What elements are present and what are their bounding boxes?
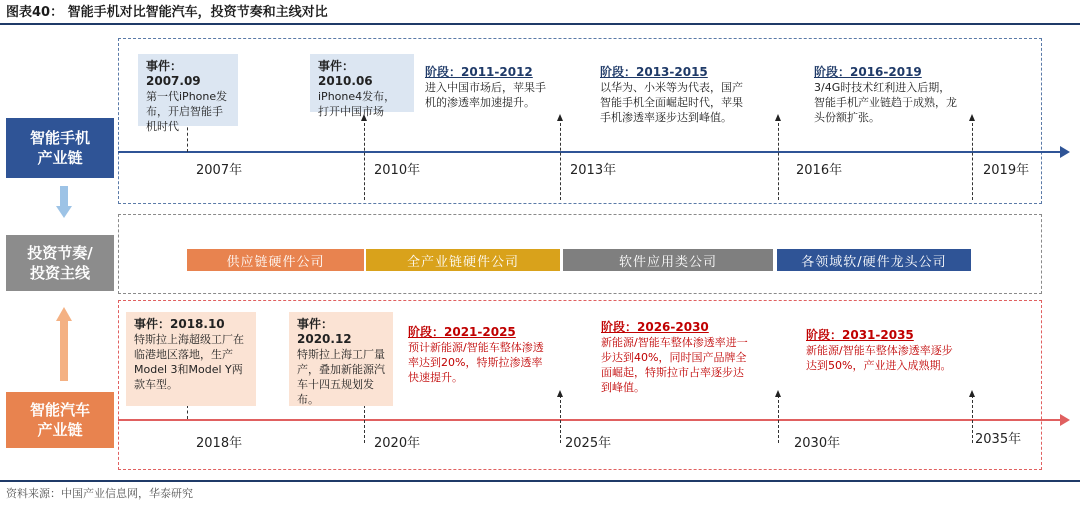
- car-marker-line: [778, 395, 779, 443]
- phone-year-label: 2010年: [374, 163, 421, 178]
- figure-title: 图表40： 智能手机对比智能汽车，投资节奏和主线对比: [6, 5, 328, 20]
- stage-text: 新能源/智能车整体渗透率进一步达到40%，同时国产品牌全面崛起，特斯拉市占率逐步达到峰值。: [601, 336, 748, 394]
- event-text: iPhone4发布，打开中国市场: [318, 90, 396, 118]
- car-marker-line: [972, 395, 973, 443]
- stage-text: 进入中国市场后，苹果手机的渗透率加速提升。: [425, 81, 546, 109]
- car-stage: [601, 320, 751, 395]
- car-event-card: [126, 312, 256, 406]
- side-label-investment: [6, 235, 114, 291]
- up-arrowhead-icon: [969, 114, 975, 121]
- bar-label: 供应链硬件公司: [226, 254, 325, 270]
- car-year-label: 2035年: [975, 432, 1022, 447]
- phone-year-label: 2019年: [983, 163, 1030, 178]
- up-arrow-icon: [56, 307, 72, 381]
- car-axis-arrowhead: [1060, 414, 1070, 426]
- car-stage: [408, 325, 550, 385]
- car-stage: [806, 328, 954, 373]
- bar-label: 软件应用类公司: [618, 254, 717, 270]
- investment-bar-supply-chain: [187, 249, 364, 271]
- phone-marker-line: [778, 118, 779, 200]
- source-rule: [0, 480, 1080, 482]
- car-event-card: [289, 312, 393, 406]
- event-title: 事件：2010.06: [318, 59, 373, 88]
- car-marker-line: [560, 395, 561, 443]
- up-arrowhead-icon: [969, 390, 975, 397]
- up-arrowhead-icon: [557, 390, 563, 397]
- investment-bar-full-chain: [366, 249, 560, 271]
- car-year-label: 2020年: [374, 436, 421, 451]
- phone-stage: [425, 65, 547, 110]
- phone-marker-line: [364, 118, 365, 200]
- investment-bar-leaders: [777, 249, 971, 271]
- stage-title: 阶段：2021-2025: [408, 325, 516, 339]
- up-arrowhead-icon: [775, 114, 781, 121]
- car-year-label: 2030年: [794, 436, 841, 451]
- stage-title: 阶段：2011-2012: [425, 65, 533, 79]
- phone-timeline-axis: [118, 151, 1062, 153]
- event-text: 特斯拉上海超级工厂在临港地区落地，生产Model 3和Model Y两款车型。: [134, 333, 244, 391]
- phone-event-card: [138, 54, 238, 133]
- phone-marker-line: [972, 118, 973, 200]
- car-year-label: 2018年: [196, 436, 243, 451]
- up-arrowhead-icon: [557, 114, 563, 121]
- side-label-car-text: 智能汽车 产业链: [29, 401, 90, 439]
- phone-year-label: 2013年: [570, 163, 617, 178]
- event-text: 第一代iPhone发布，开启智能手机时代: [146, 90, 228, 133]
- event-text: 特斯拉上海工厂量产，叠加新能源汽车十四五规划发布。: [297, 348, 385, 406]
- phone-axis-arrowhead: [1060, 146, 1070, 158]
- phone-year-label: 2016年: [796, 163, 843, 178]
- stage-title: 阶段：2031-2035: [806, 328, 914, 342]
- car-timeline-axis: [118, 419, 1062, 421]
- title-rule: [0, 23, 1080, 25]
- bar-label: 各领域软/硬件龙头公司: [801, 254, 947, 270]
- phone-event-card: [310, 54, 414, 118]
- car-marker-line: [187, 405, 188, 419]
- side-label-investment-text: 投资节奏/ 投资主线: [27, 244, 93, 282]
- stage-text: 预计新能源/智能车整体渗透率达到20%，特斯拉渗透率快速提升。: [408, 341, 544, 384]
- side-label-car: [6, 392, 114, 448]
- phone-stage: [814, 65, 960, 125]
- phone-stage: [600, 65, 745, 125]
- event-title: 事件：2018.10: [134, 317, 225, 331]
- stage-text: 以华为、小米等为代表，国产智能手机全面崛起时代，苹果手机渗透率逐步达到峰值。: [600, 81, 743, 124]
- stage-title: 阶段：2016-2019: [814, 65, 922, 79]
- investment-bar-software: [563, 249, 773, 271]
- up-arrowhead-icon: [775, 390, 781, 397]
- side-label-phone-text: 智能手机 产业链: [29, 129, 90, 167]
- event-title: 事件：2007.09: [146, 59, 201, 88]
- stage-text: 新能源/智能车整体渗透率逐步达到50%，产业进入成熟期。: [806, 344, 953, 372]
- phone-marker-line: [560, 118, 561, 200]
- bar-label: 全产业链硬件公司: [406, 254, 519, 270]
- event-title: 事件：2020.12: [297, 317, 352, 346]
- side-label-phone: [6, 118, 114, 178]
- stage-title: 阶段：2013-2015: [600, 65, 708, 79]
- stage-title: 阶段：2026-2030: [601, 320, 709, 334]
- stage-text: 3/4G时技术红利进入后期，智能手机产业链趋于成熟，龙头份额扩张。: [814, 81, 957, 124]
- car-year-label: 2025年: [565, 436, 612, 451]
- source-note: 资料来源：中国产业信息网，华泰研究: [6, 487, 193, 500]
- down-arrow-icon: [56, 186, 72, 220]
- phone-year-label: 2007年: [196, 163, 243, 178]
